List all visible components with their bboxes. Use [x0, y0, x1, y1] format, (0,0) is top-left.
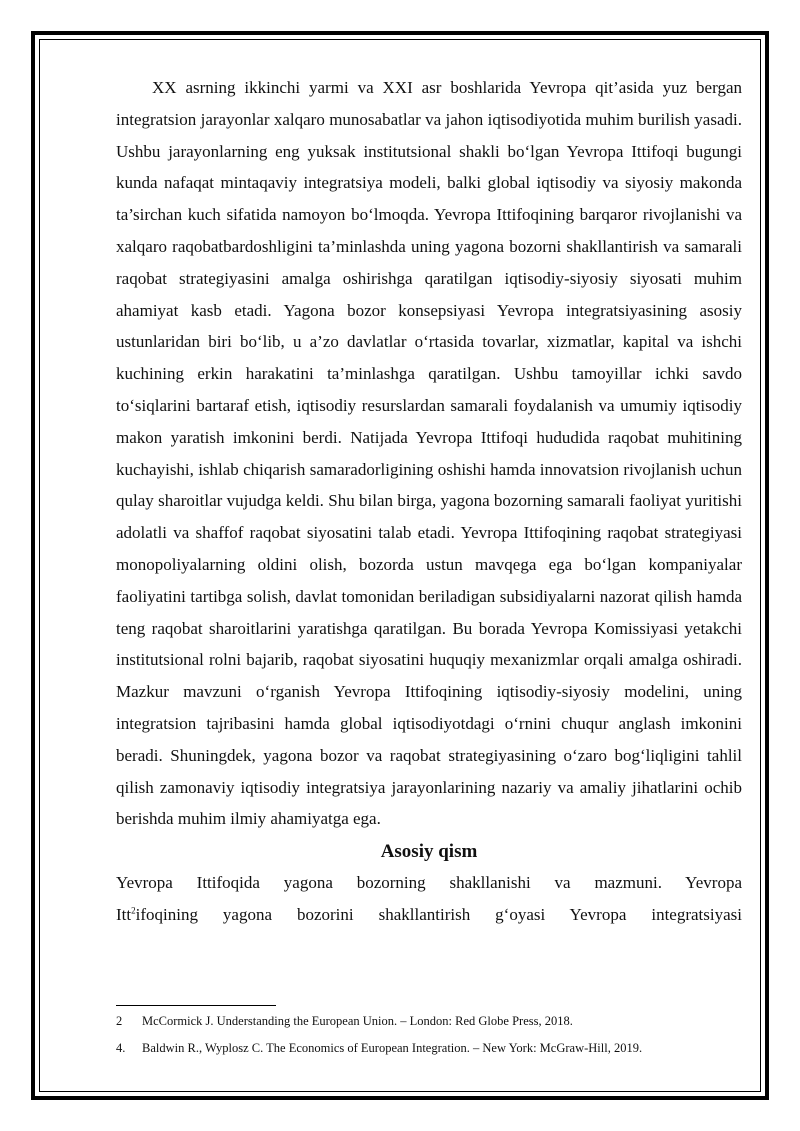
- footnote-number: 2: [116, 1014, 123, 1028]
- main-paragraph-line1: Yevropa Ittifoqida yagona bozorning shakllanishi va mazmuni. Yevropa: [116, 873, 742, 893]
- footnote-ref: 2: [131, 905, 136, 916]
- footnotes: [116, 1012, 742, 1057]
- document-body: [116, 72, 742, 931]
- footnote-number: 4.: [116, 1041, 126, 1055]
- section-heading: Asosiy qism: [380, 841, 478, 863]
- footnote-separator: [116, 1005, 276, 1006]
- intro-paragraph: XX asrning ikkinchi yarmi va XXI asr boshlarida Yevropa qit’asida yuz bergan integratsion jarayonlar xalqaro munosabatlar va jahon iqtisodiyotida muhim burilish yasadi. Ushbu jarayonlarning eng yuksak institutsional shakli bo‘lgan Yevropa Ittifoqi bugungi kunda nafaqat mintaqaviy integratsiya modeli, balki global iqtisodiy va siyosiy makonda ta’sirchan kuch sifatida namoyon bo‘lmoqda. Yevropa Ittifoqining barqaror rivojlanishi va xalqaro raqobatbardoshligini ta’minlashda uning yagona bozorni shakllantirish va samarali raqobat strategiyasini amalga oshirishga qaratilgan iqtisodiy-siyosiy siyosati muhim ahamiyat kasb etadi. Yagona bozor konsepsiyasi Yevropa integratsiyasining asosiy ustunlaridan biri bo‘lib, u a’zo davlatlar o‘rtasida tovarlar, xizmatlar, kapital va ishchi kuchining erkin harakatini ta’minlashga qaratilgan. Ushbu tamoyillar ichki savdo to‘siqlarini bartaraf etish, iqtisodiy resurslardan samarali foydalanish va umumiy iqtisodiy makon yaratish imkonini berdi. Natijada Yevropa Ittifoqi hududida raqobat muhitining kuchayishi, ishlab chiqarish samaradorligining oshishi hamda innovatsion rivojlanish uchun qulay sharoitlar vujudga keldi. Shu bilan birga, yagona bozorning samarali faoliyat yuritishi adolatli va shaffof raqobat siyosatini talab etadi. Yevropa Ittifoqining raqobat strategiyasi monopoliyalarning oldini olish, bozorda ustun mavqega ega bo‘lgan kompaniyalar faoliyatini tartibga solish, davlat tomonidan beriladigan subsidiyalarni nazorat qilish hamda teng raqobat sharoitlarini yaratishga qaratilgan. Bu borada Yevropa Komissiyasi yetakchi institutsional rolni bajarib, raqobat siyosatini huquqiy mexanizmlar orqali amalga oshiradi. Mazkur mavzuni o‘rganish Yevropa Ittifoqining iqtisodiy-siyosiy modelini, uning integratsion tajribasini hamda global iqtisodiyotdagi o‘rnini chuqur anglash imkonini beradi. Shuningdek, yagona bozor va raqobat strategiyasining o‘zaro bog‘liqligini tahlil qilish zamonaviy iqtisodiy integratsiya jarayonlarining nazariy va amaliy jihatlarini ochib berishda muhim ilmiy ahamiyatga ega.: [116, 78, 742, 829]
- main-paragraph-line2-rest: ifoqining yagona bozorini shakllantirish g‘oyasi Yevropa integratsiyasi: [135, 905, 742, 925]
- footnote-item: [116, 1012, 742, 1030]
- main-paragraph: [116, 867, 742, 931]
- footnote-item: [116, 1039, 742, 1057]
- main-paragraph-line2-start: Itt: [116, 905, 132, 925]
- footnote-text: McCormick J. Understanding the European Union. – London: Red Globe Press, 2018.: [142, 1014, 573, 1028]
- footnote-text: Baldwin R., Wyplosz C. The Economics of European Integration. – New York: McGraw-Hill, 2019.: [142, 1041, 643, 1055]
